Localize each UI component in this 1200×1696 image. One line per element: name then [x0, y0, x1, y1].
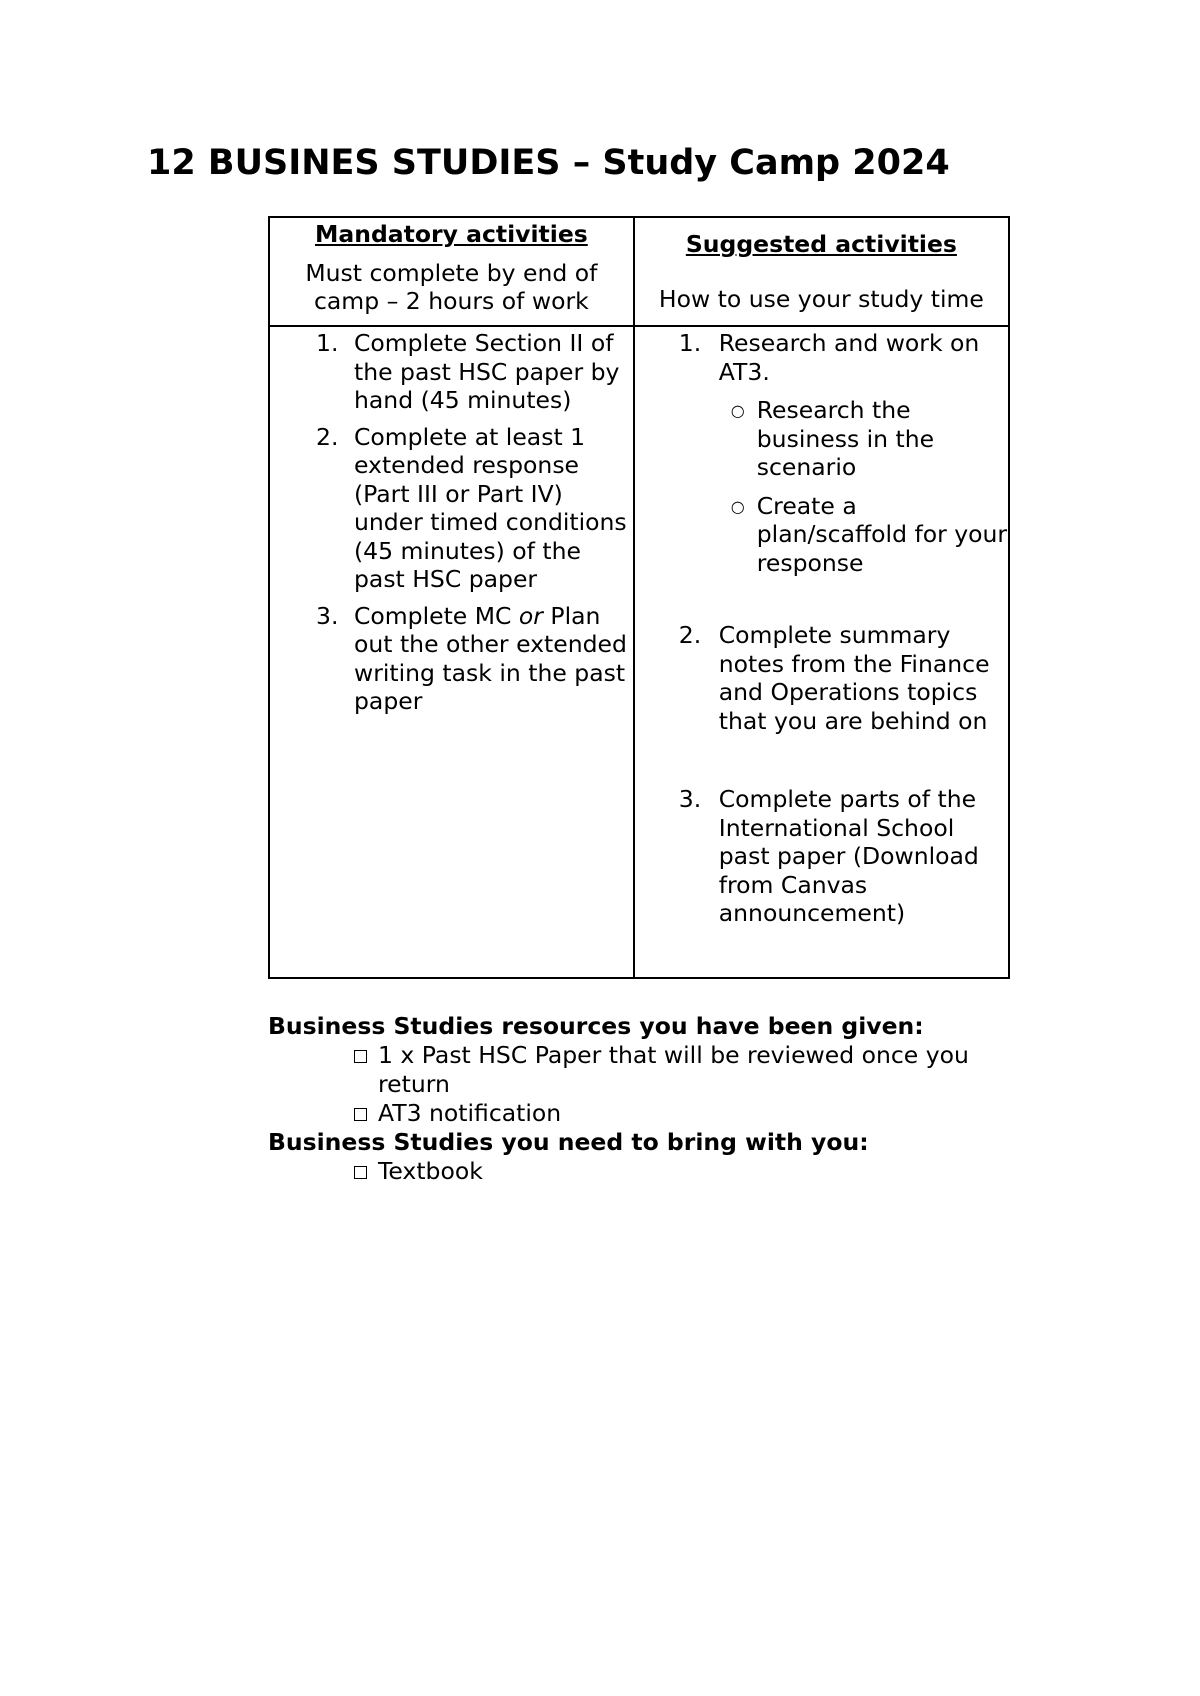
list-number: 3. [316, 601, 339, 630]
resources-given-list [268, 1041, 1028, 1128]
table-body-row [269, 326, 1009, 978]
suggested-item-3 [635, 785, 1008, 928]
suggested-item-text: Complete parts of the International School past paper (Download from Canvas announcement) [718, 785, 979, 927]
mandatory-item-text: Complete Section II of the past HSC paper by hand (45 minutes) [354, 329, 620, 414]
suggested-subitem [719, 492, 1008, 578]
mandatory-item-1 [270, 329, 633, 415]
checklist-item-text: Textbook [378, 1157, 483, 1185]
mandatory-list [270, 329, 633, 716]
suggested-subitem-text: Create a plan/scaffold for your response [756, 491, 1008, 577]
mandatory-subheading: Must complete by end of camp – 2 hours of work [305, 258, 598, 315]
mandatory-header-cell [269, 217, 634, 326]
checklist-item [268, 1157, 1028, 1186]
page-title: 12 BUSINES STUDIES – Study Camp 2024 [147, 143, 950, 183]
activities-table [268, 216, 1010, 979]
suggested-list-cell [634, 326, 1009, 978]
mandatory-list-cell [269, 326, 634, 978]
mandatory-item-3 [270, 602, 633, 716]
resources-bring-heading: Business Studies you need to bring with you: [268, 1128, 869, 1156]
mandatory-item-text-end: Plan out the other extended writing task in the past paper [354, 601, 627, 715]
mandatory-item-text: Complete at least 1 extended response (Part III or Part IV) under timed conditions (45 minutes) of the past HSC paper [354, 422, 627, 593]
mandatory-item-emphasis: or [518, 601, 543, 630]
mandatory-heading: Mandatory activities [314, 220, 588, 248]
list-number: 2. [678, 621, 702, 649]
list-number: 1. [316, 329, 339, 357]
table-header-row [269, 217, 1009, 326]
checkbox-icon [354, 1108, 367, 1121]
checklist-item-text: AT3 notification [378, 1099, 562, 1127]
suggested-subitem-text: Research the business in the scenario [756, 396, 935, 481]
checklist-item [268, 1099, 1028, 1128]
suggested-list [635, 329, 1008, 928]
checkbox-icon [354, 1050, 367, 1063]
suggested-item-1 [635, 329, 1008, 577]
list-number: 3. [678, 785, 702, 813]
checkbox-icon [354, 1166, 367, 1179]
resources-bring-list [268, 1157, 1028, 1186]
resources-section [268, 1012, 1028, 1186]
checklist-item [268, 1041, 1028, 1099]
suggested-subitem [719, 396, 1008, 482]
checklist-item-text: 1 x Past HSC Paper that will be reviewed once you return [378, 1041, 969, 1098]
suggested-heading: Suggested activities [685, 230, 957, 258]
resources-given-heading: Business Studies resources you have been given: [268, 1012, 924, 1040]
mandatory-item-2 [270, 423, 633, 594]
suggested-subheading: How to use your study time [658, 284, 984, 313]
suggested-item-text: Research and work on AT3. [718, 329, 980, 386]
suggested-sublist [719, 396, 1008, 577]
circle-bullet-icon: ○ [730, 401, 745, 420]
mandatory-item-text-start: Complete MC [354, 601, 519, 630]
list-number: 1. [678, 329, 702, 357]
circle-bullet-icon: ○ [730, 496, 745, 516]
suggested-item-text: Complete summary notes from the Finance and Operations topics that you are behind on [718, 621, 990, 735]
suggested-header-cell [634, 217, 1009, 326]
suggested-item-2 [635, 621, 1008, 735]
list-number: 2. [316, 422, 339, 451]
